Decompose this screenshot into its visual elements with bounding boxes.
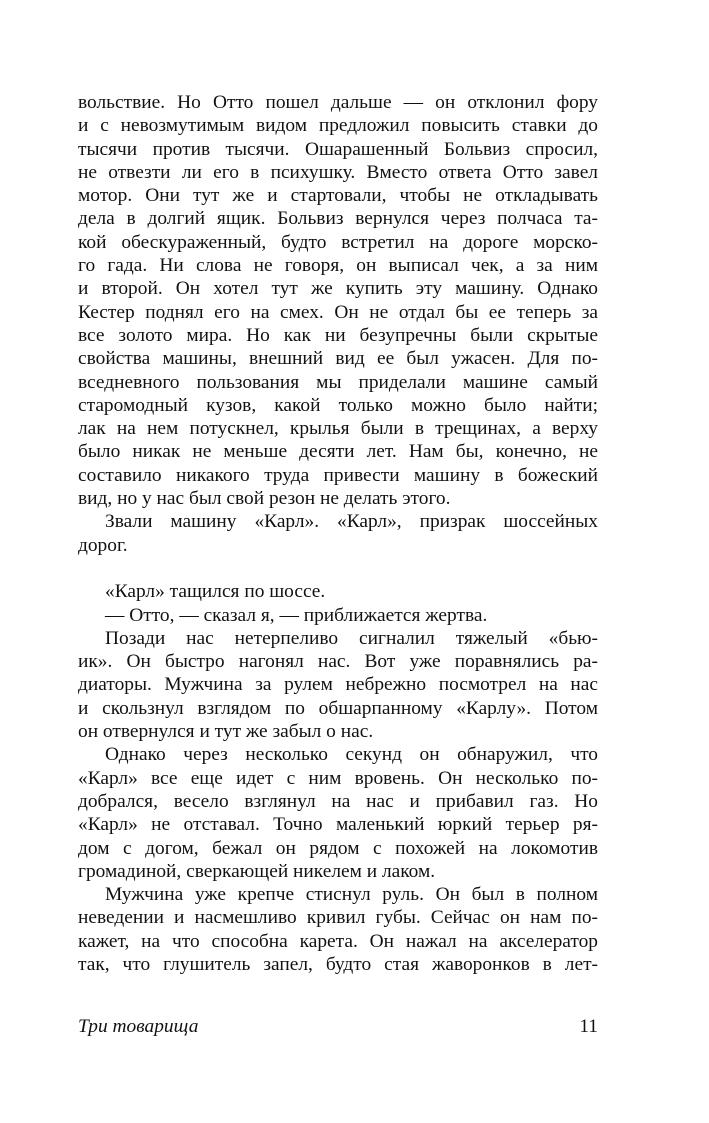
text-line: так, что глушитель запел, будто стая жаворонков в лет-: [78, 953, 598, 975]
text-line: добрался, весело взглянул на нас и прибавил газ. Но: [78, 790, 598, 812]
text-line: «Карл» не отставал. Точно маленький юркий терьер ря-: [78, 814, 598, 836]
text-line: Позади нас нетерпеливо сигналил тяжелый «бью-: [105, 627, 598, 649]
text-line: вседневного пользования мы приделали машине самый: [78, 371, 598, 393]
text-line: все золото мира. Но как ни безупречны были скрытые: [78, 324, 598, 346]
paragraph: [78, 604, 598, 627]
text-line: — Отто, — сказал я, — приближается жертва.: [105, 604, 488, 626]
text-line: кажет, на что способна карета. Он нажал на акселератор: [78, 930, 598, 952]
text-line: было никак не меньше десяти лет. Нам бы, конечно, не: [78, 441, 598, 463]
text-line: неведении и насмешливо кривил губы. Сейчас он нам по-: [78, 907, 598, 929]
text-line: го гада. Ни слова не говоря, он выписал чек, а за ним: [78, 255, 598, 277]
text-line: составило никакого труда привести машину в божеский: [78, 464, 598, 486]
text-line: вольствие. Но Отто пошел дальше — он отклонил фору: [78, 92, 598, 113]
text-line: не отвезти ли его в психушку. Вместо ответа Отто завел: [78, 161, 598, 183]
text-line: громадиной, сверкающей никелем и лаком.: [78, 860, 436, 882]
text-line: он отвернулся и тут же забыл о нас.: [78, 721, 374, 743]
text-line: кой обескураженный, будто встретил на дороге морско-: [78, 231, 598, 253]
text-line: и второй. Он хотел тут же купить эту машину. Однако: [78, 278, 598, 300]
text-line: тысячи против тысячи. Ошарашенный Больвиз спросил,: [78, 138, 598, 160]
text-line: Кестер поднял его на смех. Он не отдал бы ее теперь за: [78, 301, 598, 323]
text-line: мотор. Они тут же и стартовали, чтобы не откладывать: [78, 185, 598, 207]
running-title: Три товарища: [78, 1016, 199, 1037]
text-line: «Карл» все еще идет с ним вровень. Он несколько по-: [78, 767, 598, 789]
paragraph: [78, 510, 598, 557]
text-line: старомодный кузов, какой только можно было найти;: [78, 394, 598, 416]
text-line: лак на нем потускнел, крылья были в трещинах, а верху: [78, 418, 598, 440]
text-line: Однако через несколько секунд он обнаружил, что: [105, 744, 598, 766]
section-break: [78, 557, 598, 580]
page-footer: [78, 1014, 598, 1040]
text-line: «Карл» тащился по шоссе.: [105, 581, 326, 603]
paragraph: [78, 743, 598, 883]
paragraph: [78, 91, 598, 510]
text-line: дом с догом, бежал он рядом с похожей на локомотив: [78, 837, 598, 859]
paragraph: [78, 883, 598, 976]
text-line: Звали машину «Карл». «Карл», призрак шоссейных: [105, 511, 598, 533]
text-line: Мужчина уже крепче стиснул руль. Он был в полном: [105, 884, 598, 906]
text-line: дорог.: [78, 534, 128, 556]
text-line: ик». Он быстро нагонял нас. Вот уже поравнялись ра-: [78, 651, 598, 673]
text-line: диаторы. Мужчина за рулем небрежно посмотрел на нас: [78, 674, 598, 696]
text-line: и скользнул взглядом по обшарпанному «Карлу». Потом: [78, 697, 598, 719]
paragraph: [78, 580, 598, 603]
paragraph: [78, 627, 598, 743]
text-line: вид, но у нас был свой резон не делать этого.: [78, 488, 451, 510]
text-line: и с невозмутимым видом предложил повысить ставки до: [78, 115, 598, 137]
page-number: 11: [579, 1016, 598, 1037]
text-line: свойства машины, внешний вид ее был ужасен. Для по-: [78, 348, 598, 370]
text-line: дела в долгий ящик. Больвиз вернулся через полчаса та-: [78, 208, 598, 230]
body-text: [78, 91, 598, 976]
